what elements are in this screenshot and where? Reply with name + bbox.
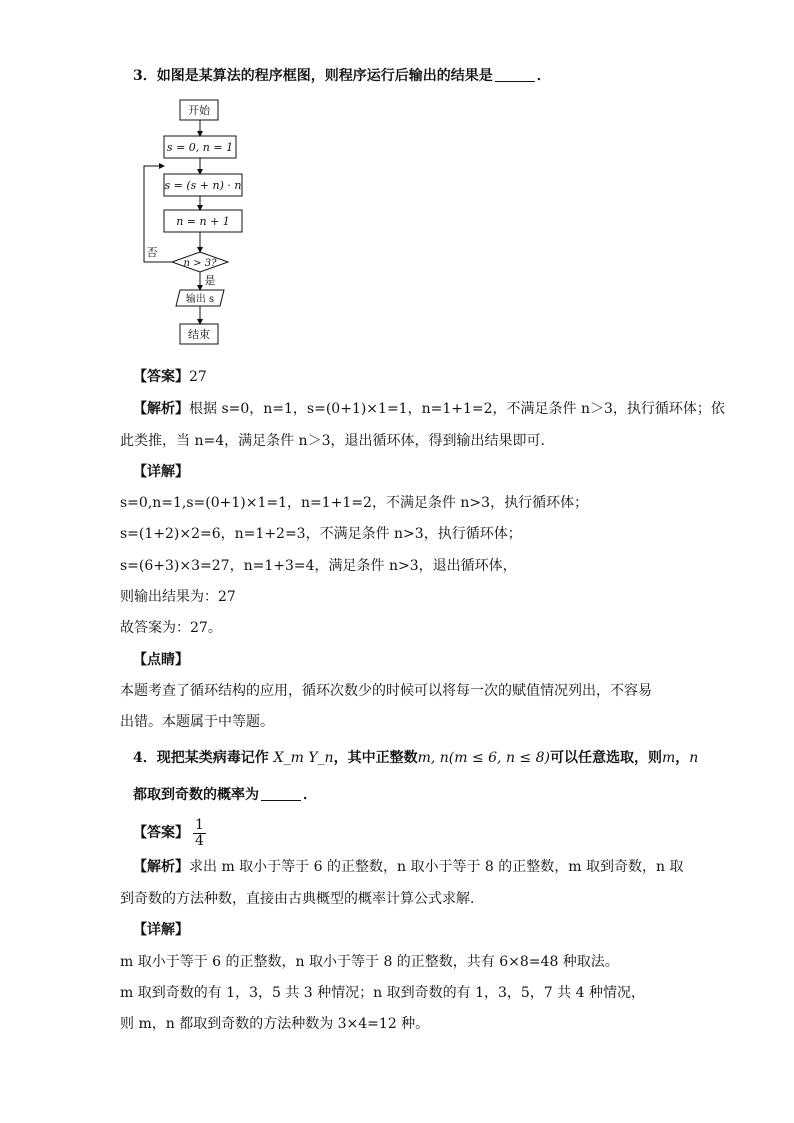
q4-analysis-line1: 【解析】求出 m 取小于等于 6 的正整数，n 取小于等于 8 的正整数，m 取到奇数，n 取	[133, 859, 684, 875]
q4-answer	[133, 816, 206, 850]
q3-prompt: 如图是某算法的程序框图，则程序运行后输出的结果是	[156, 68, 493, 84]
analysis-label: 【解析】	[133, 401, 189, 417]
q3-analysis-line1: 【解析】根据 s=0，n=1，s=(0+1)×1=1，n=1+1=2，不满足条件 n＞3，执行循环体；依	[133, 401, 725, 417]
q4-answer-fraction: $\frac{1}{4}$	[195, 816, 204, 849]
q3-answer-blank	[495, 67, 535, 82]
flow-assign-n-label: n = n + 1	[176, 215, 230, 228]
q3-detail-line: 故答案为：27。	[120, 620, 222, 636]
q4-analysis-line2: 到奇数的方法种数，直接由古典概型的概率计算公式求解．	[120, 891, 484, 907]
q4-detail-line: m 取小于等于 6 的正整数，n 取小于等于 8 的正整数，共有 6×8=48 种取法。	[120, 954, 619, 970]
q4-answer-blank	[261, 786, 301, 801]
q3-analysis-line2: 此类推，当 n=4，满足条件 n＞3，退出循环体，得到输出结果即可．	[120, 433, 555, 449]
q3-detail-label: 【详解】	[133, 464, 189, 480]
q4-condition: (m ≤ 6, n ≤ 8)	[448, 750, 550, 766]
q3-detail-line: s=(6+3)×3=27，n=1+3=4，满足条件 n>3，退出循环体，	[120, 558, 517, 574]
q3-comment-line1: 本题考查了循环结构的应用，循环次数少的时候可以将每一次的赋值情况列出，不容易	[120, 683, 652, 699]
flow-condition-label: n > 3?	[183, 258, 217, 269]
q3-title: 3．如图是某算法的程序框图，则程序运行后输出的结果是 ．	[133, 68, 551, 84]
flow-yes-label: 是	[204, 274, 216, 287]
q3-comment-label: 【点睛】	[133, 652, 189, 668]
answer-label: 【答案】	[133, 825, 189, 841]
q4-number: 4．	[133, 750, 157, 766]
q3-detail-line: 则输出结果为：27	[120, 589, 236, 605]
q4-detail-label: 【详解】	[133, 922, 189, 938]
q3-number: 3．	[133, 68, 157, 84]
q4-title-line2: 都取到奇数的概率为 ．	[133, 787, 317, 803]
program-flowchart	[140, 96, 260, 350]
q4-virus-notation: X_m Y_n	[273, 750, 334, 766]
q3-comment-line2: 出错。本题属于中等题。	[120, 714, 274, 730]
q3-answer-value: 27	[189, 369, 207, 385]
q3-detail-line: s=0,n=1,s=(0+1)×1=1，n=1+1=2，不满足条件 n>3，执行循环体；	[120, 495, 589, 511]
q4-detail-line: 则 m，n 都取到奇数的方法种数为 3×4=12 种。	[120, 1016, 430, 1032]
q3-detail-line: s=(1+2)×2=6，n=1+2=3，不满足条件 n>3，执行循环体；	[120, 526, 522, 542]
q3-answer	[133, 367, 207, 387]
flow-output-label: 输出 s	[185, 294, 215, 305]
q4-detail-line: m 取到奇数的有 1，3，5 共 3 种情况；n 取到奇数的有 1，3，5，7 共 4 种情况，	[120, 985, 645, 1001]
answer-label: 【答案】	[133, 369, 189, 385]
analysis-label: 【解析】	[133, 859, 189, 875]
flow-end-label: 结束	[188, 328, 210, 341]
q4-title-line1: 4．现把某类病毒记作 X_m Y_n，其中正整数m, n(m ≤ 6, n ≤ 8)可以任意选取，则m，n	[133, 750, 699, 766]
flow-start-label: 开始	[188, 104, 210, 117]
flow-assign-s-label: s = (s + n) · n	[164, 179, 242, 192]
flow-init-label: s = 0, n = 1	[166, 141, 234, 154]
flow-no-label: 否	[146, 246, 158, 259]
